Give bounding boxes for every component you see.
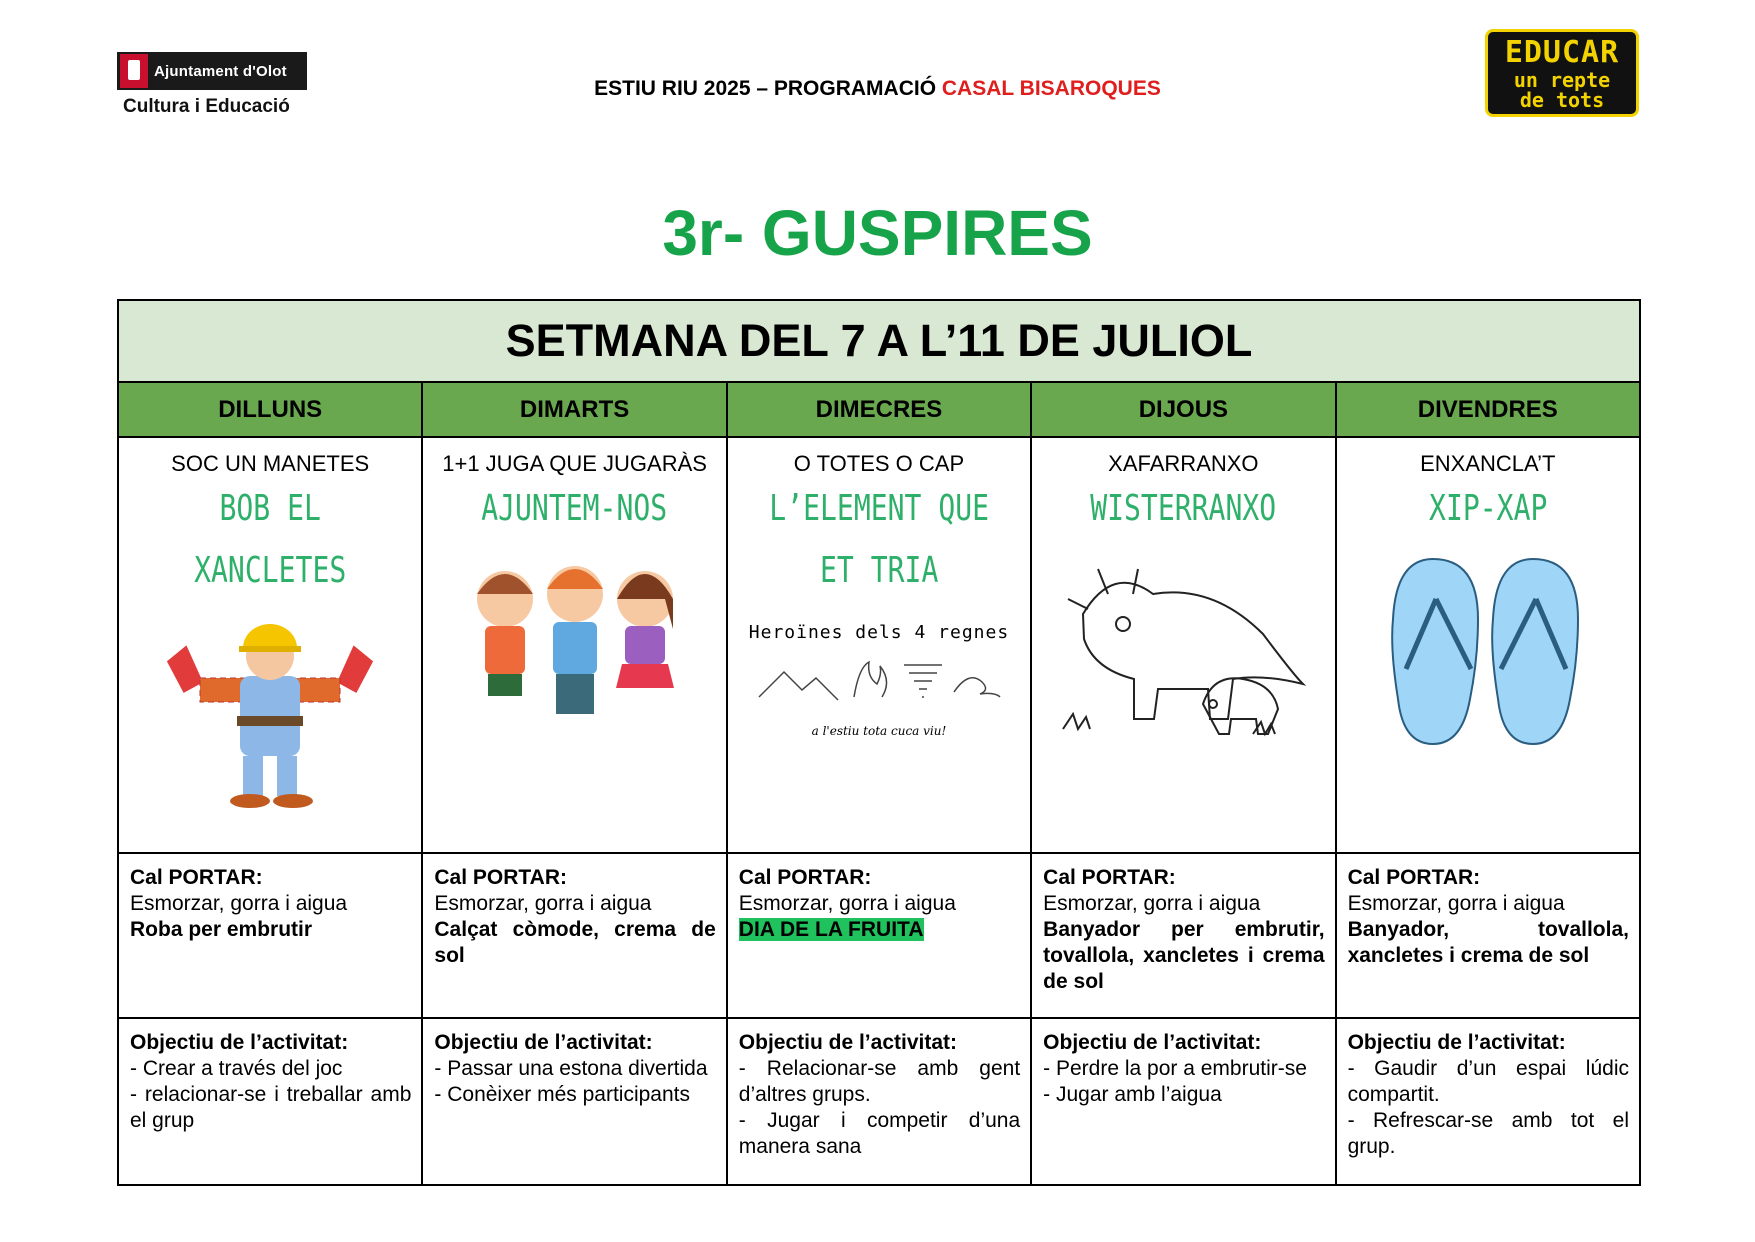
objective-label: Objectiu de l’activitat: bbox=[434, 1031, 653, 1054]
activity-subtitle: SOC UN MANETES bbox=[171, 451, 370, 476]
activity-subtitle: ENXANCLA’T bbox=[1420, 451, 1556, 476]
bring-cell-friday bbox=[1336, 853, 1640, 1018]
weekly-schedule-table bbox=[117, 299, 1641, 1186]
bring-cell-monday bbox=[118, 853, 422, 1018]
image-caption: Heroïnes dels 4 regnes bbox=[748, 622, 1010, 643]
bring-extra: Banyador per embrutir, tovallola, xancletes i crema de sol bbox=[1043, 918, 1325, 993]
header-title-accent: CASAL BISAROQUES bbox=[941, 77, 1161, 100]
bring-plain: Esmorzar, gorra i aigua bbox=[1043, 892, 1261, 915]
activity-name: BOB EL XANCLETES bbox=[194, 488, 347, 591]
activity-name: XIP-XAP bbox=[1428, 488, 1547, 529]
four-elements-icon bbox=[754, 657, 1004, 717]
objective-label: Objectiu de l’activitat: bbox=[1347, 1031, 1566, 1054]
objective-cell-wednesday bbox=[727, 1018, 1031, 1185]
bring-row bbox=[118, 853, 1640, 1018]
day-friday: DIVENDRES bbox=[1336, 382, 1640, 437]
image-footer: a l'estiu tota cuca viu! bbox=[811, 724, 947, 738]
objective-line: - Perdre la por a embrutir-se bbox=[1043, 1057, 1307, 1080]
bring-extra: Banyador, tovallola, xancletes i crema de sol bbox=[1347, 918, 1629, 967]
objectives-row bbox=[118, 1018, 1640, 1185]
bring-plain: Esmorzar, gorra i aigua bbox=[434, 892, 652, 915]
educar-logo-line3: de tots bbox=[1519, 88, 1605, 112]
week-title: SETMANA DEL 7 A L’11 DE JULIOL bbox=[118, 300, 1640, 382]
day-tuesday: DIMARTS bbox=[422, 382, 726, 437]
objective-label: Objectiu de l’activitat: bbox=[1043, 1031, 1262, 1054]
objective-line: - Gaudir d’un espai lúdic compartit. bbox=[1347, 1057, 1629, 1106]
activity-subtitle: O TOTES O CAP bbox=[793, 451, 965, 476]
day-wednesday: DIMECRES bbox=[727, 382, 1031, 437]
bring-plain: Esmorzar, gorra i aigua bbox=[1347, 892, 1565, 915]
objective-line: - Relacionar-se amb gent d’altres grups. bbox=[738, 1057, 1021, 1106]
activity-cell-tuesday bbox=[422, 437, 726, 853]
objective-cell-friday bbox=[1336, 1018, 1640, 1185]
fruit-day-highlight: DIA DE LA FRUITA bbox=[738, 918, 924, 941]
logo-name: Ajuntament d'Olot bbox=[154, 62, 287, 80]
objective-line: - Jugar i competir d’una manera sana bbox=[738, 1109, 1021, 1158]
activity-name: WISTERRANXO bbox=[1090, 488, 1277, 529]
activity-cell-monday bbox=[118, 437, 422, 853]
week-row bbox=[118, 300, 1640, 382]
day-monday: DILLUNS bbox=[118, 382, 422, 437]
day-thursday: DIJOUS bbox=[1031, 382, 1335, 437]
flip-flops-icon bbox=[1388, 554, 1588, 774]
bring-extra: Roba per embrutir bbox=[130, 918, 313, 941]
activity-cell-friday bbox=[1336, 437, 1640, 853]
bring-label: Cal PORTAR: bbox=[738, 866, 872, 889]
bring-cell-tuesday bbox=[422, 853, 726, 1018]
bring-label: Cal PORTAR: bbox=[1347, 866, 1481, 889]
activity-subtitle: 1+1 JUGA QUE JUGARÀS bbox=[442, 451, 707, 476]
activities-row bbox=[118, 437, 1640, 853]
logo-subtitle: Cultura i Educació bbox=[123, 96, 290, 117]
objective-cell-thursday bbox=[1031, 1018, 1335, 1185]
activity-cell-wednesday bbox=[727, 437, 1031, 853]
objective-line: - Crear a través del joc bbox=[130, 1057, 343, 1080]
bring-label: Cal PORTAR: bbox=[130, 866, 263, 889]
educar-logo bbox=[1485, 29, 1639, 117]
objective-label: Objectiu de l’activitat: bbox=[738, 1031, 957, 1054]
activity-subtitle: XAFARRANXO bbox=[1108, 451, 1259, 476]
group-title: 3r- GUSPIRES bbox=[662, 197, 1093, 269]
educar-logo-line2: un repte bbox=[1513, 68, 1611, 92]
bring-plain: Esmorzar, gorra i aigua bbox=[130, 892, 348, 915]
days-header-row bbox=[118, 382, 1640, 437]
bring-label: Cal PORTAR: bbox=[434, 866, 568, 889]
objective-line: - Refrescar-se amb tot el grup. bbox=[1347, 1109, 1629, 1158]
triceratops-icon bbox=[1053, 554, 1313, 744]
header-title-main: ESTIU RIU 2025 – PROGRAMACIÓ bbox=[594, 77, 942, 100]
bring-plain: Esmorzar, gorra i aigua bbox=[738, 892, 956, 915]
activity-cell-thursday bbox=[1031, 437, 1335, 853]
objective-line: - relacionar-se i treballar amb el grup bbox=[130, 1083, 412, 1132]
bring-label: Cal PORTAR: bbox=[1043, 866, 1176, 889]
activity-name: AJUNTEM-NOS bbox=[481, 488, 668, 529]
activity-name: L’ELEMENT QUE ET TRIA bbox=[769, 488, 989, 591]
bring-extra: Calçat còmode, crema de sol bbox=[434, 918, 716, 967]
educar-logo-line1: EDUCAR bbox=[1504, 35, 1620, 70]
objective-label: Objectiu de l’activitat: bbox=[130, 1031, 349, 1054]
objective-line: - Jugar amb l’aigua bbox=[1043, 1083, 1222, 1106]
objective-cell-tuesday bbox=[422, 1018, 726, 1185]
objective-cell-monday bbox=[118, 1018, 422, 1185]
objective-line: - Passar una estona divertida bbox=[434, 1057, 708, 1080]
bring-cell-wednesday bbox=[727, 853, 1031, 1018]
objective-line: - Conèixer més participants bbox=[434, 1083, 690, 1106]
three-kids-icon bbox=[450, 554, 700, 734]
bring-cell-thursday bbox=[1031, 853, 1335, 1018]
bob-builder-icon bbox=[155, 616, 385, 816]
